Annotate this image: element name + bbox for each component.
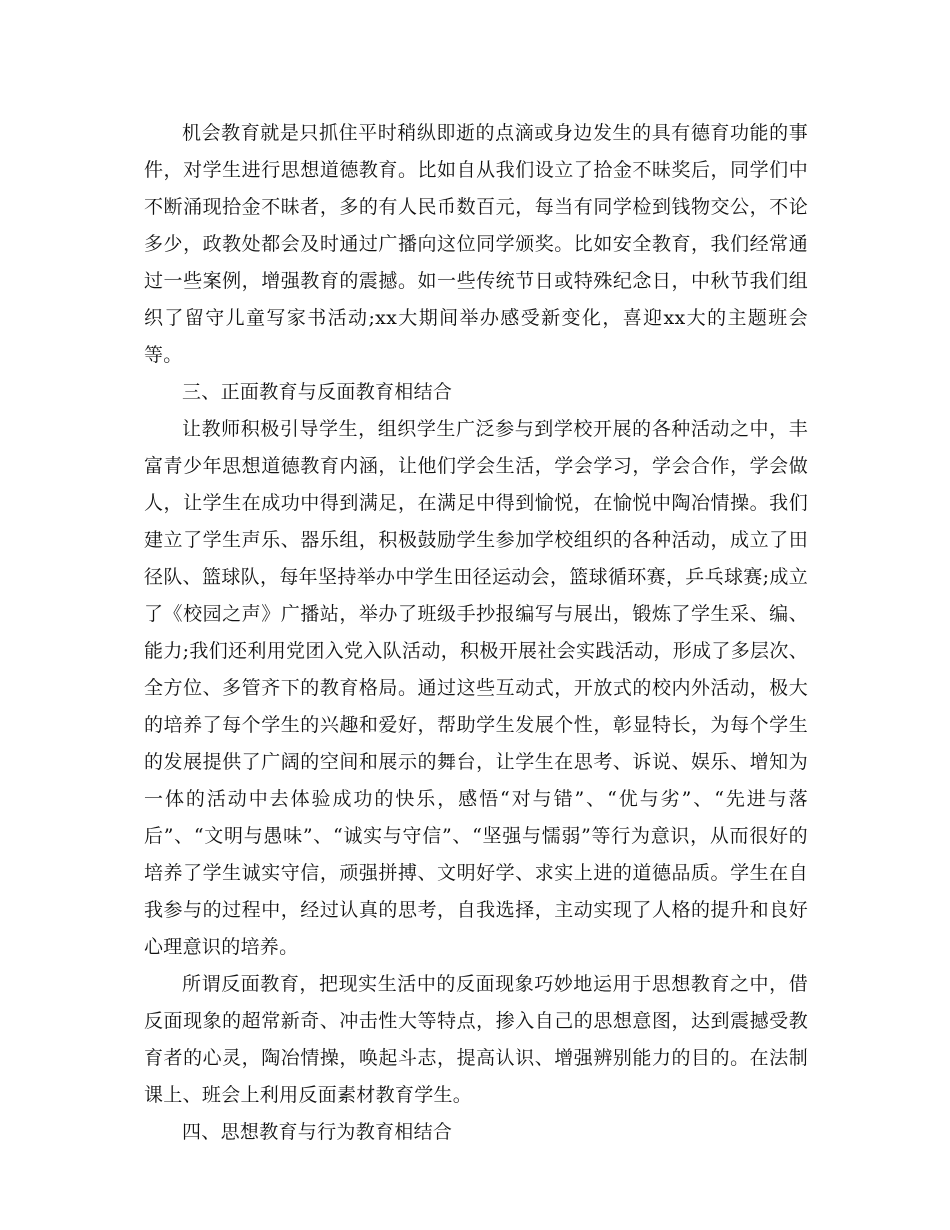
paragraph-positive-education: 让教师积极引导学生，组织学生广泛参与到学校开展的各种活动之中，丰富青少年思想道德教育内涵，让他们学会生活，学会学习，学会合作，学会做人，让学生在成功中得到满足，在满足中得到愉悦，在愉悦中陶冶情操。我们建立了学生声乐、器乐组，积极鼓励学生参加学校组织的各种活动，成立了田径队、篮球队，每年坚持举办中学生田径运动会，篮球循环赛，乒乓球赛;成立了《校园之声》广播站，举办了班级手抄报编写与展出，锻炼了学生采、编、能力;我们还利用党团入党入队活动，积极开展社会实践活动，形成了多层次、全方位、多管齐下的教育格局。通过这些互动式，开放式的校内外活动，极大的培养了每个学生的兴趣和爱好，帮助学生发展个性，彰显特长，为每个学生的发展提供了广阔的空间和展示的舞台，让学生在思考、诉说、娱乐、增知为一体的活动中去体验成功的快乐，感悟“对与错”、“优与劣”、“先进与落后”、“文明与愚味”、“诚实与守信”、“坚强与懦弱”等行为意识，从而很好的培养了学生诚实守信，顽强拼搏、文明好学、求实上进的道德品质。学生在自我参与的过程中，经过认真的思考，自我选择，主动实现了人格的提升和良好心理意识的培养。 [144, 418, 808, 958]
section-heading-3: 三、正面教育与反面教育相结合 [182, 381, 453, 403]
paragraph-opportunity-education: 机会教育就是只抓住平时稍纵即逝的点滴或身边发生的具有德育功能的事件，对学生进行思想道德教育。比如自从我们设立了拾金不昧奖后，同学们中不断涌现拾金不昧者，多的有人民币数百元，每当有同学检到钱物交公，不论多少，政教处都会及时通过广播向这位同学颁奖。比如安全教育，我们经常通过一些案例，增强教育的震撼。如一些传统节日或特殊纪念日，中秋节我们组织了留守儿童写家书活动;xx大期间举办感受新变化，喜迎xx大的主题班会等。 [144, 122, 808, 366]
section-heading-4: 四、思想教育与行为教育相结合 [182, 1121, 453, 1143]
document-body [144, 115, 808, 1151]
paragraph-negative-education: 所谓反面教育，把现实生活中的反面现象巧妙地运用于思想教育之中，借反面现象的超常新奇、冲击性大等特点，掺入自己的思想意图，达到震撼受教育者的心灵，陶冶情操，唤起斗志，提高认识、增强辨别能力的目的。在法制课上、班会上利用反面素材教育学生。 [144, 973, 808, 1106]
